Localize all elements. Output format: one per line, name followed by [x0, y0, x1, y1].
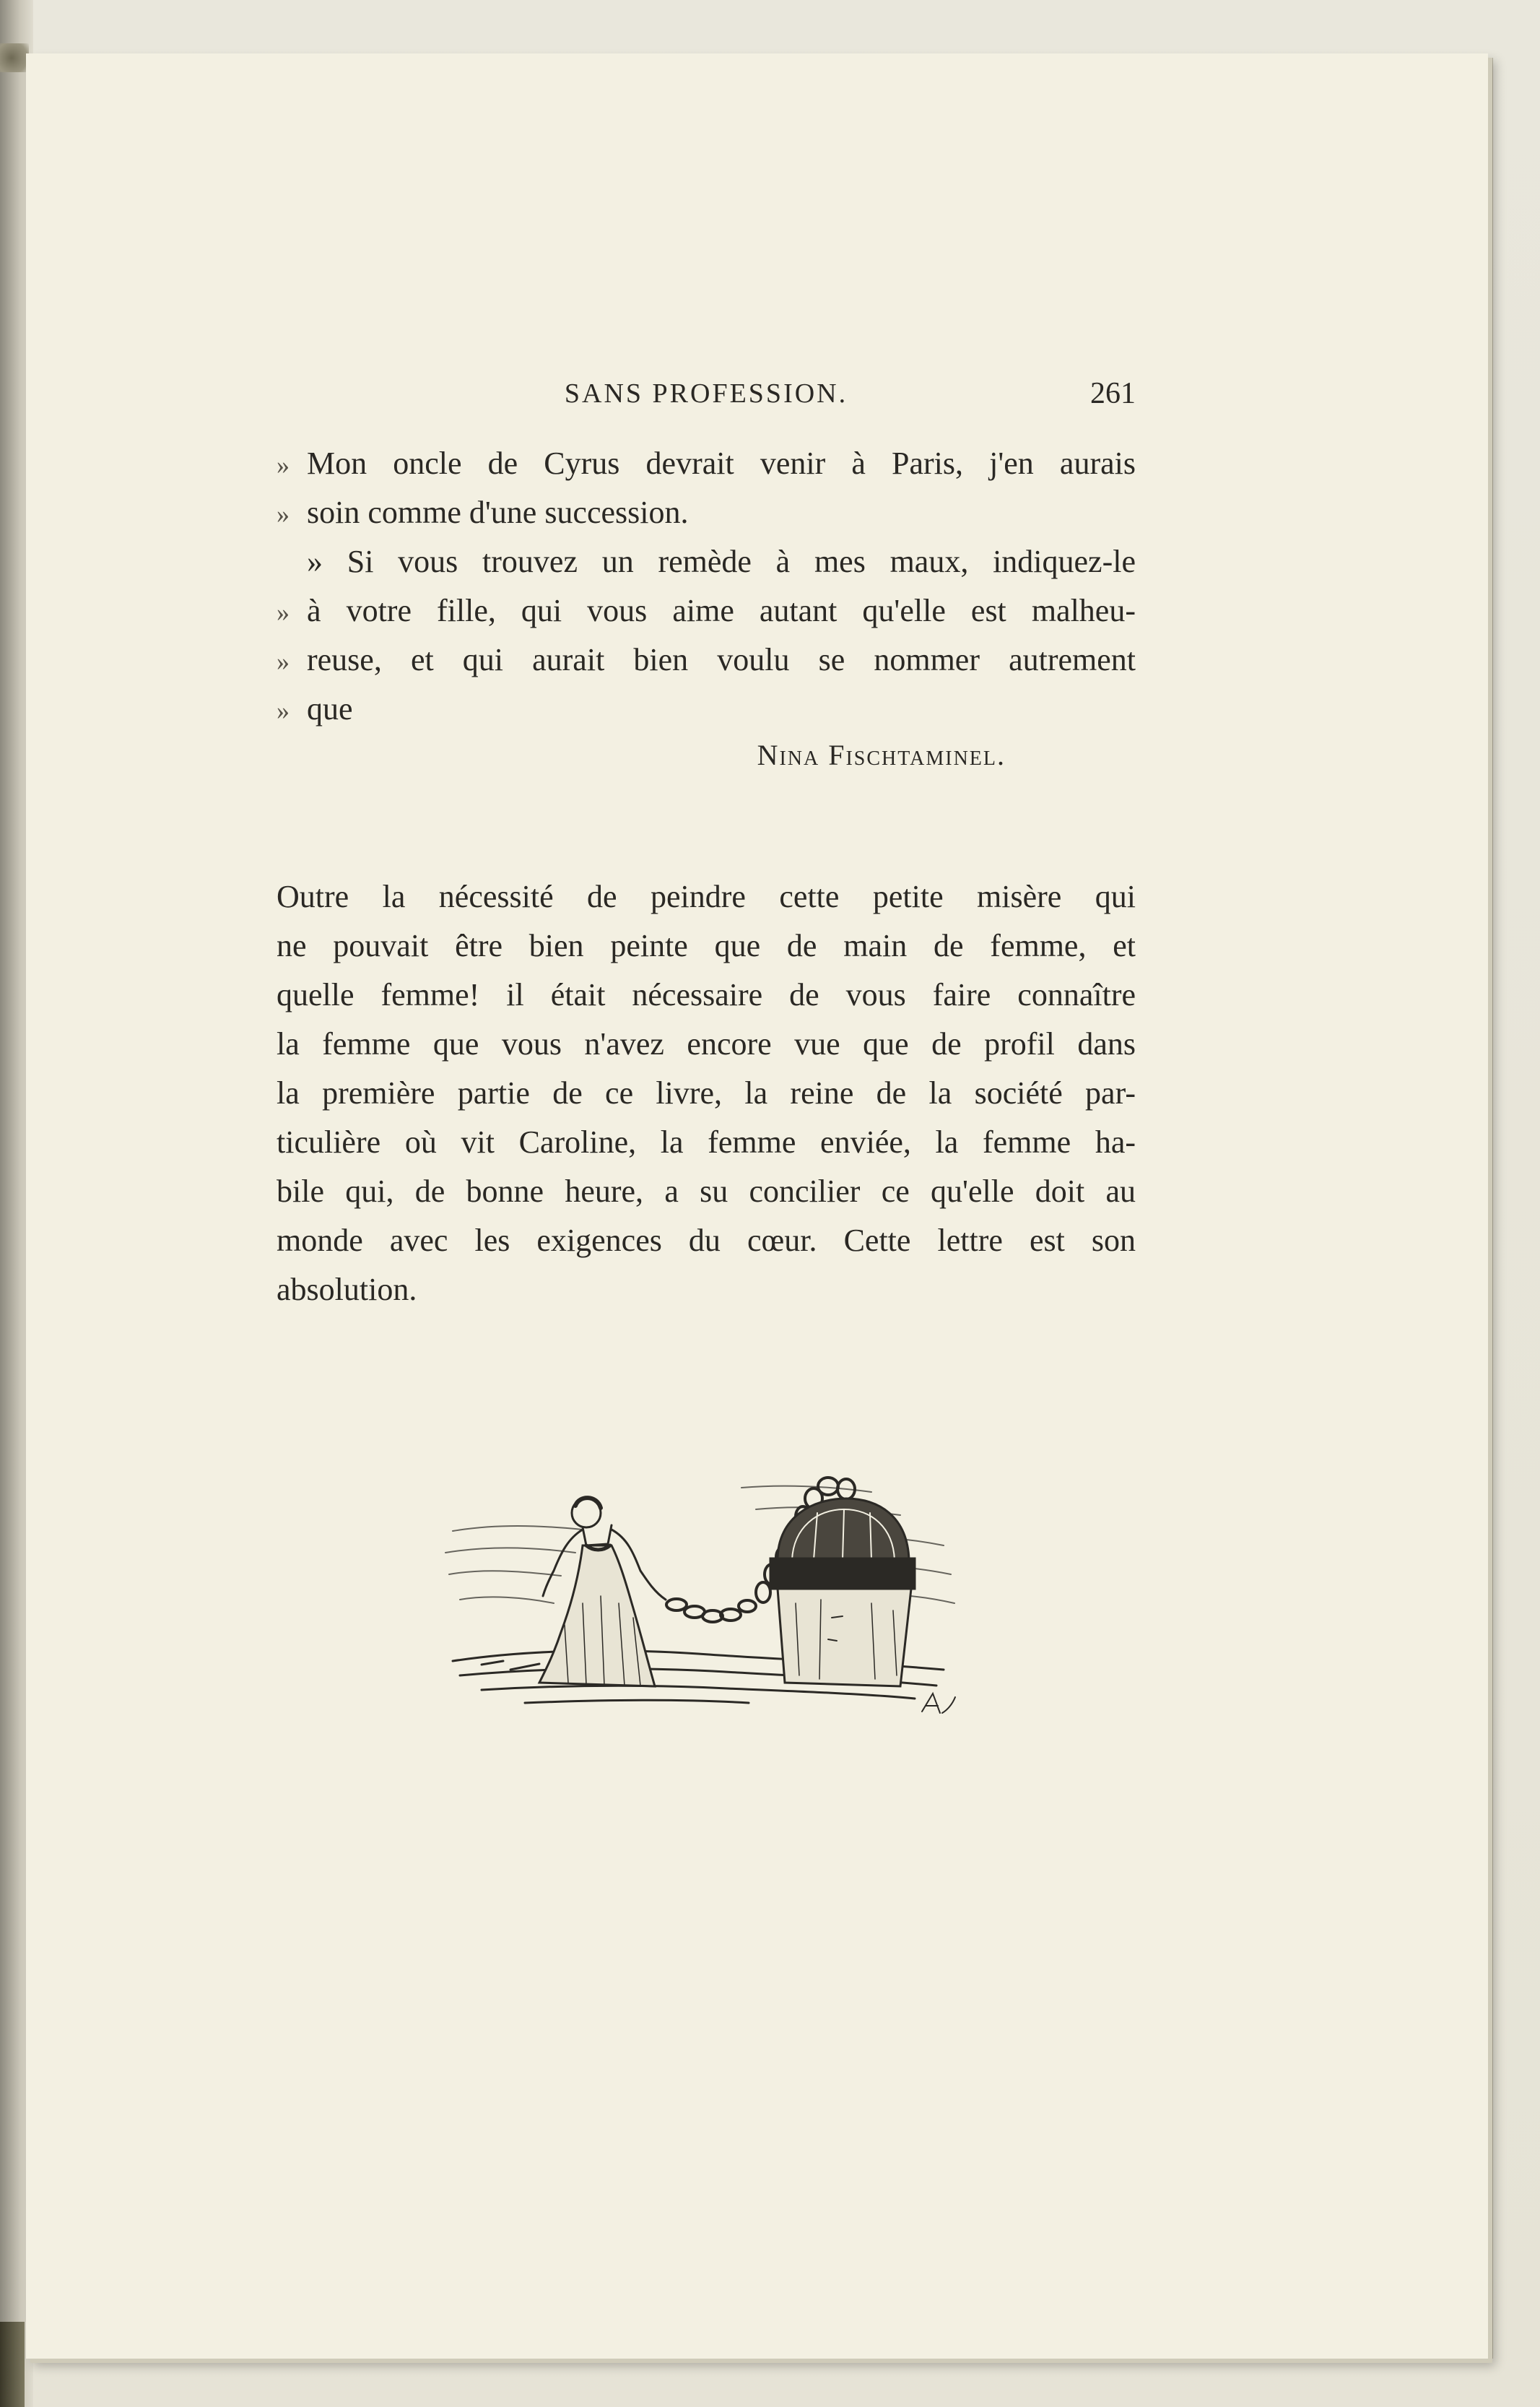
letter-line-text: que — [307, 691, 353, 727]
binding-mark-bottom — [0, 2322, 25, 2407]
paragraph-line: bile qui, de bonne heure, a su concilier ce qu'elle doit au — [277, 1174, 1136, 1209]
letter-line — [277, 537, 1136, 586]
paragraph-line: quelle femme! il était nécessaire de vous faire connaître — [277, 977, 1136, 1012]
letter-line-text: reuse, et qui aurait bien voulu se nommer autrement — [307, 642, 1136, 677]
paragraph-line: ticulière où vit Caroline, la femme enviée, la femme ha- — [277, 1124, 1136, 1160]
iron-weight — [770, 1499, 915, 1686]
letter-line — [277, 488, 1136, 537]
paragraph-line: la première partie de ce livre, la reine de la société par- — [277, 1075, 1136, 1111]
paragraph-line: la femme que vous n'avez encore vue que de profil dans — [277, 1026, 1136, 1062]
guillemet: » — [277, 696, 290, 725]
paragraph-line: ne pouvait être bien peinte que de main de femme, et — [277, 928, 1136, 963]
letter-line-text: » Si vous trouvez un remède à mes maux, indiquez-le — [307, 544, 1136, 579]
guillemet: » — [277, 451, 290, 480]
letter-excerpt — [277, 439, 1136, 734]
guillemet: » — [277, 500, 290, 529]
letter-line-text: à votre fille, qui vous aime autant qu'elle est malheu- — [307, 593, 1136, 628]
binding-mark-top — [0, 43, 29, 72]
woman-figure — [539, 1498, 666, 1686]
letter-line — [277, 685, 1136, 734]
page-number: 261 — [1090, 377, 1136, 410]
guillemet: » — [277, 598, 290, 627]
woman-chained-to-weight-illustration — [438, 1444, 973, 1726]
letter-line — [277, 439, 1136, 488]
artist-monogram — [922, 1693, 955, 1713]
paragraph-line: Outre la nécessité de peindre cette petite misère qui — [277, 879, 1136, 914]
letter-line-text: soin comme d'une succession. — [307, 495, 689, 530]
letter-line — [277, 636, 1136, 685]
running-header — [277, 368, 1136, 419]
letter-line-text: Mon oncle de Cyrus devrait venir à Paris, j'en aurais — [307, 446, 1136, 481]
letter-line — [277, 586, 1136, 636]
letter-signature: Nina Fischtaminel. — [757, 739, 1006, 771]
guillemet: » — [277, 647, 290, 676]
narrative-paragraph — [277, 872, 1136, 1314]
engraving-illustration — [438, 1444, 973, 1726]
paragraph-line: absolution. — [277, 1272, 417, 1307]
paragraph-line: monde avec les exigences du cœur. Cette lettre est son — [277, 1223, 1136, 1258]
header-title: SANS PROFESSION. — [564, 378, 848, 409]
